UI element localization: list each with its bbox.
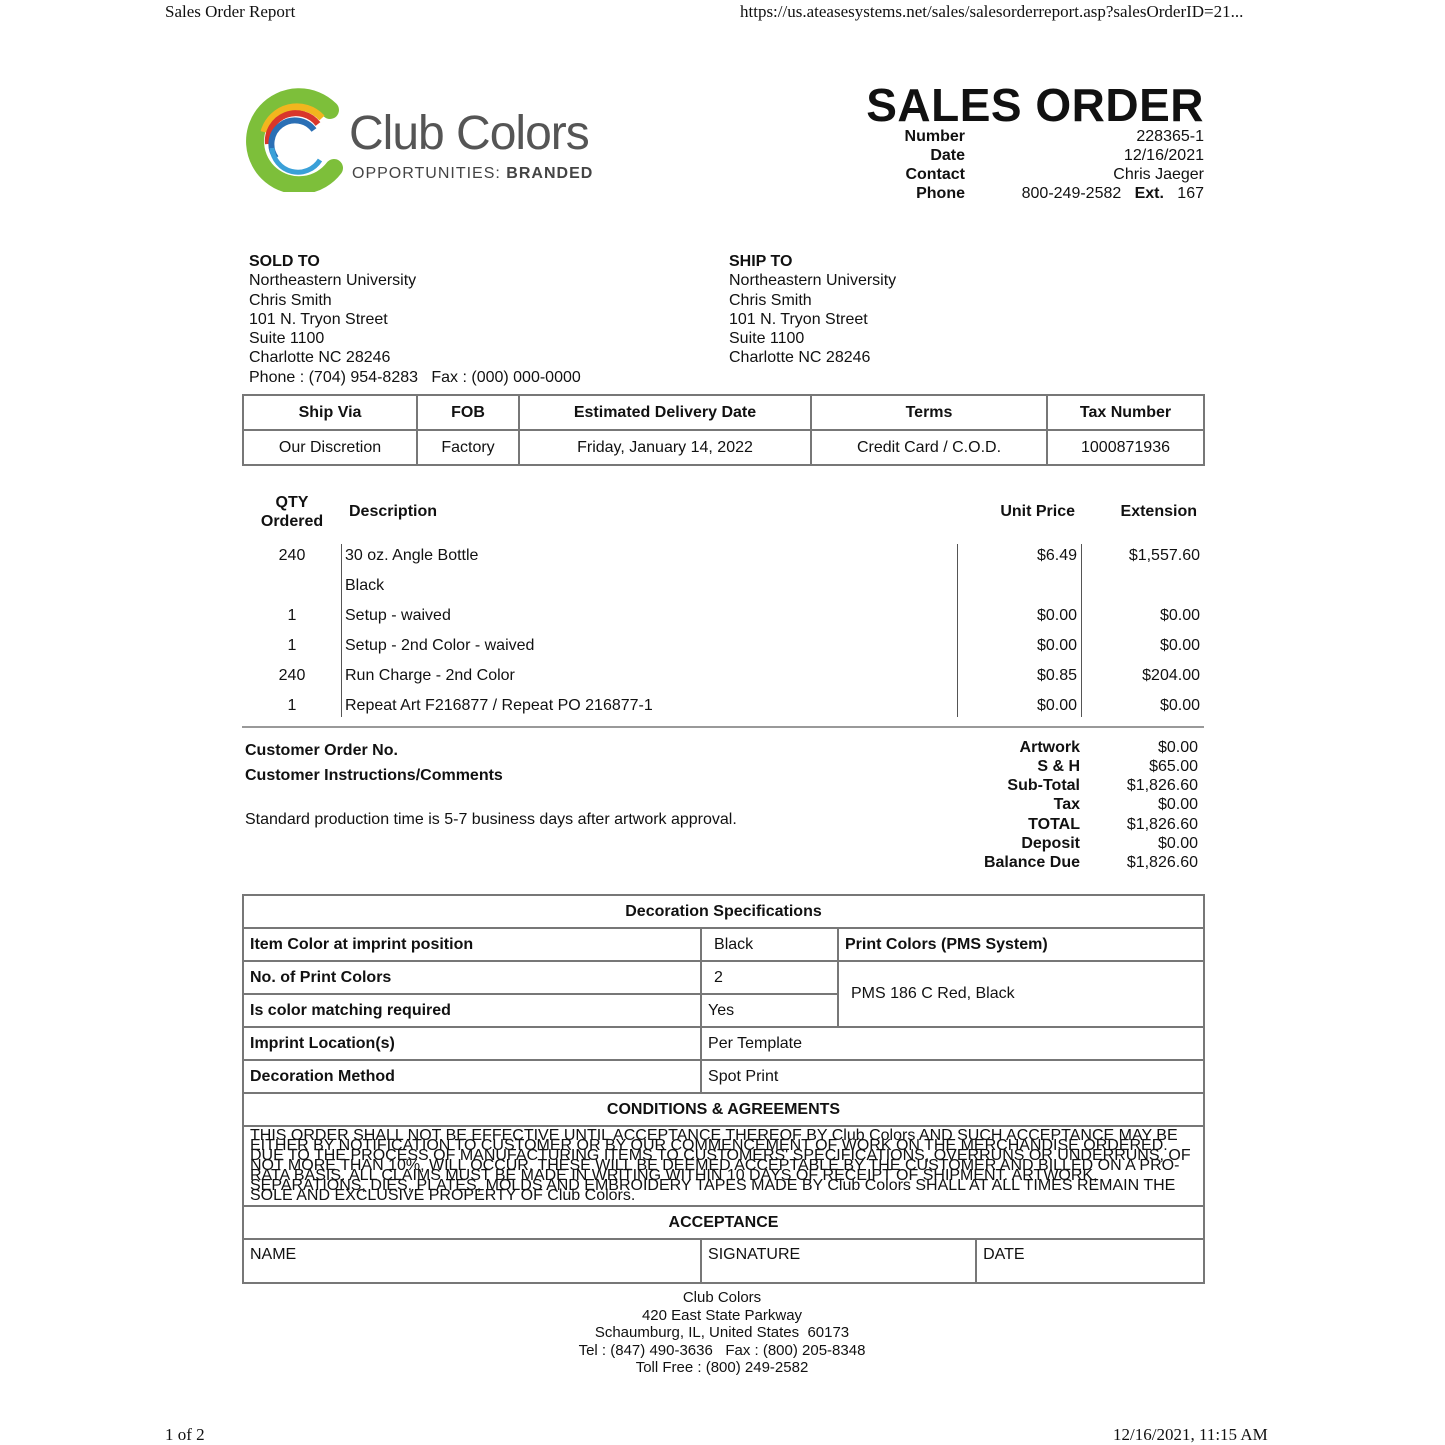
imprint-location-label: Imprint Location(s)	[243, 1027, 701, 1060]
order-ext-label: Ext.	[1134, 185, 1164, 202]
total-value-tax: $0.00	[1157, 796, 1198, 813]
table-row	[243, 1060, 1204, 1093]
club-colors-logo-icon	[242, 88, 346, 192]
order-ext: 167	[1177, 185, 1204, 202]
decoration-table	[242, 894, 1205, 1284]
customer-order-label: Customer Order No.	[245, 742, 398, 759]
company-address-line: Tel : (847) 490-3636 Fax : (800) 205-8348	[578, 1341, 866, 1359]
table-row	[243, 928, 1204, 961]
production-note: Standard production time is 5-7 business days after artwork approval.	[245, 811, 737, 828]
customer-instructions-label: Customer Instructions/Comments	[245, 767, 503, 784]
total-value-deposit: $0.00	[1157, 835, 1198, 852]
shipping-table	[242, 394, 1205, 466]
acceptance-title: ACCEPTANCE	[243, 1206, 1204, 1239]
item-unit-price: $6.49	[1036, 547, 1077, 564]
item-description: Setup - 2nd Color - waived	[345, 637, 535, 654]
table-row	[243, 961, 1204, 994]
item-description: 30 oz. Angle Bottle	[345, 547, 479, 564]
total-label-balance: Balance Due	[983, 854, 1080, 871]
qty-header-line1: QTY	[275, 494, 309, 511]
company-address-line: Club Colors	[682, 1289, 762, 1306]
shipping-header-row	[243, 395, 1204, 430]
color-matching-label: Is color matching required	[243, 994, 701, 1027]
order-phone: 800-249-2582	[1021, 185, 1122, 202]
decoration-method-label: Decoration Method	[243, 1060, 701, 1093]
total-value-balance: $1,826.60	[1126, 854, 1198, 871]
acceptance-row	[243, 1239, 1204, 1283]
order-number-label: Number	[904, 128, 965, 145]
item-extension: $0.00	[1159, 637, 1200, 654]
delivery-date-header: Estimated Delivery Date	[519, 395, 811, 430]
item-qty: 1	[287, 637, 297, 654]
item-description: Run Charge - 2nd Color	[345, 667, 515, 684]
decoration-method-value: Spot Print	[701, 1060, 1204, 1093]
conditions-text-row	[243, 1126, 1204, 1206]
item-unit-price: $0.00	[1036, 607, 1077, 624]
company-address-line: Schaumburg, IL, United States 60173	[594, 1324, 850, 1342]
print-colors-value: PMS 186 C Red, Black	[838, 961, 1204, 1027]
total-value-sh: $65.00	[1149, 758, 1198, 775]
order-phone-label: Phone	[916, 185, 965, 202]
item-extension: $1,557.60	[1128, 547, 1200, 564]
print-colors-label: Print Colors (PMS System)	[838, 928, 1204, 961]
total-label-tax: Tax	[1053, 796, 1080, 813]
order-phone-line	[1022, 185, 1204, 203]
print-header-title: Sales Order Report	[165, 2, 296, 21]
items-divider	[1081, 544, 1082, 717]
imprint-location-value: Per Template	[701, 1027, 1204, 1060]
conditions-title: CONDITIONS & AGREEMENTS	[243, 1093, 1204, 1126]
item-extension: $0.00	[1159, 607, 1200, 624]
company-address	[522, 1289, 922, 1377]
ship-to-heading: SHIP TO	[729, 253, 793, 270]
company-address-line: 420 East State Parkway	[641, 1306, 803, 1324]
item-description: Setup - waived	[345, 607, 451, 624]
logo-tagline-prefix: OPPORTUNITIES:	[352, 165, 501, 182]
order-number: 228365-1	[1136, 128, 1204, 145]
item-qty: 1	[287, 697, 297, 714]
total-value-total: $1,826.60	[1126, 816, 1198, 833]
qty-header	[252, 493, 332, 531]
total-label-total: TOTAL	[1028, 816, 1080, 833]
print-footer-page: 1 of 2	[165, 1425, 205, 1444]
total-label-artwork: Artwork	[1019, 739, 1080, 756]
item-qty: 240	[278, 667, 306, 684]
total-label-subtotal: Sub-Total	[1007, 777, 1080, 794]
num-colors-value: 2	[701, 961, 838, 994]
item-description: Repeat Art F216877 / Repeat PO 216877-1	[345, 697, 653, 714]
ship-to-line: Suite 1100	[729, 330, 805, 348]
item-extension: $0.00	[1159, 697, 1200, 714]
delivery-date-value: Friday, January 14, 2022	[519, 430, 811, 465]
terms-value: Credit Card / C.O.D.	[811, 430, 1047, 465]
company-logo	[242, 88, 612, 196]
sold-to-line: Charlotte NC 28246	[249, 349, 391, 367]
logo-tagline	[352, 165, 593, 183]
extension-header: Extension	[1120, 503, 1197, 520]
item-color-value: Black	[701, 928, 838, 961]
fob-value: Factory	[417, 430, 519, 465]
ship-to-line: Northeastern University	[729, 272, 897, 290]
decoration-title-row	[243, 895, 1204, 928]
total-label-deposit: Deposit	[1021, 835, 1080, 852]
item-unit-price: $0.00	[1036, 637, 1077, 654]
item-color-label: Item Color at imprint position	[243, 928, 701, 961]
item-qty: 1	[287, 607, 297, 624]
ship-via-value: Our Discretion	[243, 430, 417, 465]
ship-to-line: 101 N. Tryon Street	[729, 310, 868, 328]
print-footer-timestamp: 12/16/2021, 11:15 AM	[1113, 1425, 1268, 1444]
total-label-sh: S & H	[1037, 758, 1080, 775]
item-description: Black	[345, 577, 385, 594]
document-title: SALES ORDER	[866, 79, 1204, 131]
logo-tagline-bold: BRANDED	[506, 165, 594, 182]
order-date: 12/16/2021	[1123, 147, 1204, 164]
description-header: Description	[349, 503, 438, 520]
sold-to-line: Phone : (704) 954-8283 Fax : (000) 000-0000	[249, 368, 581, 386]
table-row	[243, 1027, 1204, 1060]
color-matching-value: Yes	[701, 994, 838, 1027]
conditions-text: THIS ORDER SHALL NOT BE EFFECTIVE UNTIL ACCEPTANCE THEREOF BY Club Colors AND SUCH ACCEPTANCE MAY BE EITHER BY NOTIFICATION TO CUSTOMER OR BY OUR COMMENCEMENT OF WORK ON THE MERCHANDISE ORDERED. DUE TO THE PROCESS OF MANUFACTURING ITEMS TO CUSTOMERS' SPECIFICATIONS, OVERRUNS OR UNDERRUNS, OF NOT MORE THAN 10%, WILL OCCUR. THESE WILL BE DEEMED ACCEPTABLE BY THE CUSTOMER AND BILLED ON A PRO-RATA BASIS. ALL CLAIMS MUST BE MADE IN WRITING WITHIN 10 DAYS OF RECEIPT OF SHIPMENT. ARTWORK, SEPARATIONS, DIES, PLATES, MOLDS AND EMBROIDERY TAPES MADE BY Club Colors SHALL AT ALL TIMES REMAIN THE SOLE AND EXCLUSIVE PROPERTY OF Club Colors.	[243, 1126, 1204, 1206]
sold-to-heading: SOLD TO	[249, 253, 320, 270]
sold-to-line: Suite 1100	[249, 330, 325, 348]
sold-to-line: Chris Smith	[249, 291, 332, 309]
item-qty: 240	[278, 547, 306, 564]
conditions-title-row	[243, 1093, 1204, 1126]
print-header-url: https://us.ateasesystems.net/sales/salesorderreport.asp?salesOrderID=21...	[740, 2, 1244, 21]
item-unit-price: $0.00	[1036, 697, 1077, 714]
item-extension: $204.00	[1142, 667, 1200, 684]
sold-to-block	[249, 252, 581, 387]
terms-header: Terms	[811, 395, 1047, 430]
company-address-line: Toll Free : (800) 249-2582	[635, 1359, 809, 1377]
decoration-title: Decoration Specifications	[243, 895, 1204, 928]
ship-via-header: Ship Via	[243, 395, 417, 430]
shipping-value-row	[243, 430, 1204, 465]
ship-to-block	[729, 252, 896, 368]
acceptance-signature-field[interactable]: SIGNATURE	[701, 1239, 976, 1283]
logo-name: Club Colors	[349, 107, 589, 160]
sold-to-line: Northeastern University	[249, 272, 417, 290]
tax-number-value: 1000871936	[1047, 430, 1204, 465]
qty-header-line2: Ordered	[260, 513, 324, 530]
items-divider	[957, 544, 958, 717]
items-divider	[341, 544, 342, 717]
sold-to-line: 101 N. Tryon Street	[249, 310, 388, 328]
fob-header: FOB	[417, 395, 519, 430]
total-value-artwork: $0.00	[1157, 739, 1198, 756]
total-value-subtotal: $1,826.60	[1126, 777, 1198, 794]
order-contact-label: Contact	[905, 166, 965, 183]
ship-to-line: Charlotte NC 28246	[729, 349, 871, 367]
num-colors-label: No. of Print Colors	[243, 961, 701, 994]
acceptance-date-field[interactable]: DATE	[976, 1239, 1204, 1283]
items-separator	[242, 726, 1204, 728]
order-date-label: Date	[930, 147, 965, 164]
order-contact: Chris Jaeger	[1113, 166, 1204, 183]
acceptance-name-field[interactable]: NAME	[243, 1239, 701, 1283]
acceptance-title-row	[243, 1206, 1204, 1239]
tax-number-header: Tax Number	[1047, 395, 1204, 430]
ship-to-line: Chris Smith	[729, 291, 812, 309]
item-unit-price: $0.85	[1036, 667, 1077, 684]
unit-price-header: Unit Price	[1000, 503, 1075, 520]
